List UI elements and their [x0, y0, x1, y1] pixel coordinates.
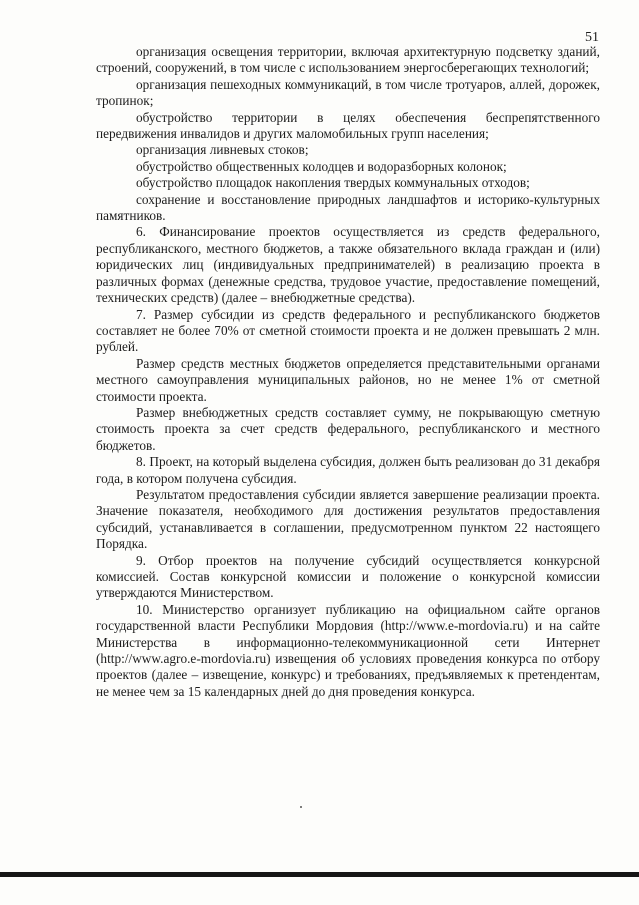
body-text [96, 44, 600, 700]
paragraph: организация ливневых стоков; [136, 142, 309, 158]
paragraph: 10. Министерство организует публикацию на официальном сайте органов государственной власти Республики Мордовия (http://www.e-mordovia.ru) и на сайте Министерства в информационно-телекоммуникационной сети Интернет (http://www.agro.e-mordovia.ru) извещения об условиях проведения конкурса по отбору проектов (далее – извещение, конкурс) и требованиях, предъявляемых к претендентам, не менее чем за 15 календарных дней до дня проведения конкурса. [96, 601, 600, 699]
paragraph: организация освещения территории, включая архитектурную подсветку зданий, строений, сооружений, в том числе с использованием энергосберегающих технологий; [96, 44, 600, 76]
paragraph: 7. Размер субсидии из средств федерального и республиканского бюджетов составляет не более 70% от сметной стоимости проекта и не должен превышать 2 млн. рублей. [96, 306, 600, 355]
scan-speck [300, 806, 302, 808]
paragraph: организация пешеходных коммуникаций, в том числе тротуаров, аллей, дорожек, тропинок; [96, 76, 600, 109]
paragraph: Результатом предоставления субсидии является завершение реализации проекта. Значение показателя, необходимого для достижения результатов предоставления субсидий, устанавливается в соглашении, предусмотренном пунктом 22 настоящего Порядка. [96, 486, 600, 552]
paragraph: обустройство общественных колодцев и водоразборных колонок; [136, 158, 507, 174]
page-number: 51 [585, 30, 599, 45]
paragraph: 6. Финансирование проектов осуществляется из средств федерального, республиканского, местного бюджетов, а также обязательного вклада граждан и (или) юридических лиц (индивидуальных предпринимателей) в реализацию проекта в различных формах (денежные средства, трудовое участие, предоставление помещений, технических средств) (далее – внебюджетные средства). [96, 224, 600, 306]
paragraph: сохранение и восстановление природных ландшафтов и историко-культурных памятников. [96, 191, 600, 224]
paragraph: обустройство площадок накопления твердых коммунальных отходов; [136, 175, 530, 191]
paragraph: обустройство территории в целях обеспечения беспрепятственного передвижения инвалидов и других маломобильных групп населения; [96, 109, 600, 142]
bottom-rule [0, 872, 639, 877]
paragraph: Размер средств местных бюджетов определяется представительными органами местного самоуправления муниципальных районов, но не менее 1% от сметной стоимости проекта. [96, 355, 600, 404]
paragraph: 8. Проект, на который выделена субсидия, должен быть реализован до 31 декабря года, в котором получена субсидия. [96, 454, 600, 486]
paragraph: 9. Отбор проектов на получение субсидий осуществляется конкурсной комиссией. Состав конкурсной комиссии и положение о конкурсной комиссии утверждаются Министерством. [96, 552, 600, 601]
paragraph: Размер внебюджетных средств составляет сумму, не покрывающую сметную стоимость проекта за счет средств федерального, республиканского и местного бюджетов. [96, 404, 600, 453]
